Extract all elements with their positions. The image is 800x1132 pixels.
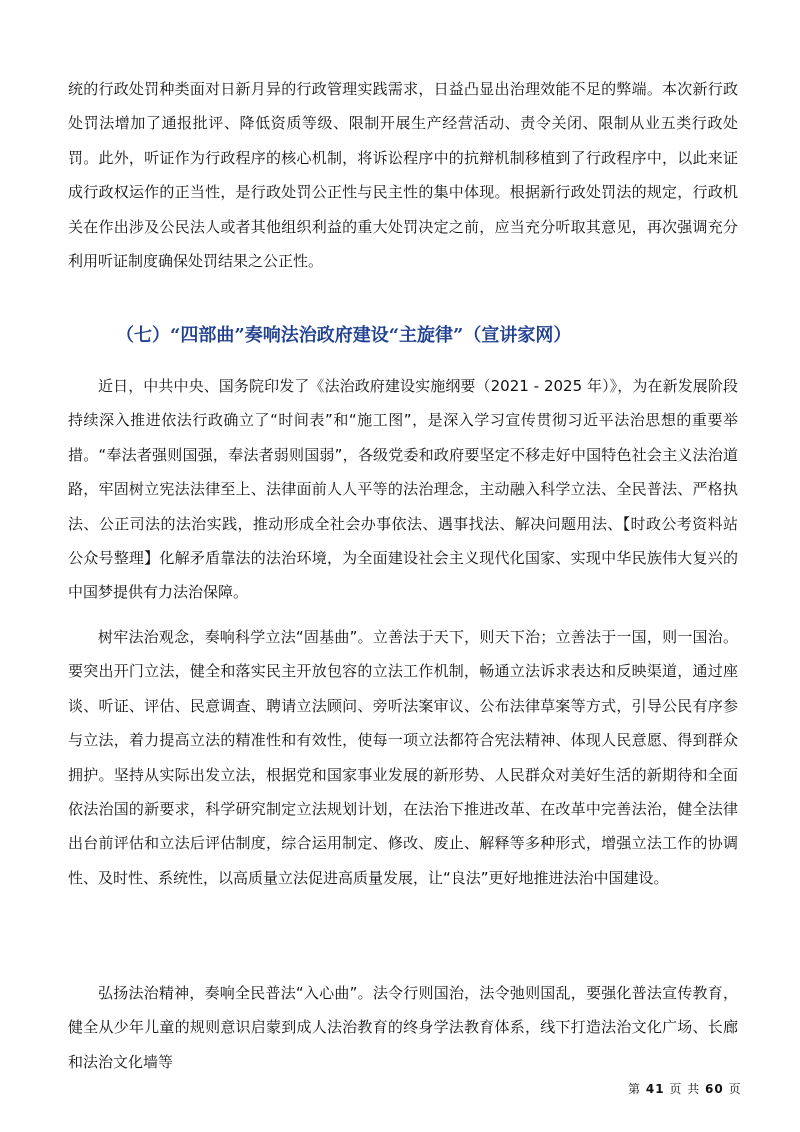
current-page-number: 41 xyxy=(645,1082,665,1096)
total-pages-number: 60 xyxy=(705,1082,724,1096)
intro-paragraph: 统的行政处罚种类面对日新月异的行政管理实践需求，日益凸显出治理效能不足的弊端。本次新行政处罚法增加了通报批评、降低资质等级、限制开展生产经营活动、责令关闭、限制从业五类行政处罚。此外，听证作为行政程序的核心机制，将诉讼程序中的抗辩机制移植到了行政程序中，以此来证成行政权运作的正当性，是行政处罚公正性与民主性的集中体现。根据新行政处罚法的规定，行政机关在作出涉及公民法人或者其他组织利益的重大处罚决定之前，应当充分听取其意见，再次强调充分利用听证制度确保处罚结果之公正性。 xyxy=(68,80,738,271)
body-paragraph-3: 弘扬法治精神，奏响全民普法“入心曲”。法令行则国治，法令弛则国乱，要强化普法宣传教育，健全从少年儿童的规则意识启蒙到成人法治教育的终身学法教育体系，线下打造法治文化广场、长廊和法治文化墙等 xyxy=(68,984,738,1071)
body-paragraph-2: 树牢法治观念，奏响科学立法“固基曲”。立善法于天下，则天下治；立善法于一国，则一国治。要突出开门立法，健全和落实民主开放包容的立法工作机制，畅通立法诉求表达和反映渠道，通过座谈、听证、评估、民意调查、聘请立法顾问、旁听法案审议、公布法律草案等方式，引导公民有序参与立法，着力提高立法的精准性和有效性，使每一项立法都符合宪法精神、体现人民意愿、得到群众拥护。坚持从实际出发立法，根据党和国家事业发展的新形势、人民群众对美好生活的新期待和全面依法治国的新要求，科学研究制定立法规划计划，在法治下推进改革、在改革中完善法治，健全法律出台前评估和立法后评估制度，综合运用制定、修改、废止、解释等多种形式，增强立法工作的协调性、及时性、系统性，以高质量立法促进高质量发展，让“良法”更好地推进法治中国建设。 xyxy=(68,628,738,887)
section-heading: （七）“四部曲”奏响法治政府建设“主旋律”（宣讲家网） xyxy=(116,325,572,346)
footer-prefix: 第 xyxy=(628,1082,642,1096)
page-number-footer xyxy=(628,1080,742,1097)
body-paragraph-1: 近日，中共中央、国务院印发了《法治政府建设实施纲要（2021 - 2025 年）》，为在新发展阶段持续深入推进依法行政确立了“时间表”和“施工图”，是深入学习宣传贯彻习近平法治思想的重要举措。“奉法者强则国强，奉法者弱则国弱”，各级党委和政府要坚定不移走好中国特色社会主义法治道路，牢固树立宪法法律至上、法律面前人人平等的法治理念，主动融入科学立法、全民普法、严格执法、公正司法的法治实践，推动形成全社会办事依法、遇事找法、解决问题用法、【时政公考资料站 公众号整理】化解矛盾靠法的法治环境，为全面建设社会主义现代化国家、实现中华民族伟大复兴的中国梦提供有力法治保障。 xyxy=(68,377,738,602)
footer-suffix: 页 xyxy=(728,1082,742,1096)
footer-middle: 页 共 xyxy=(669,1082,701,1096)
